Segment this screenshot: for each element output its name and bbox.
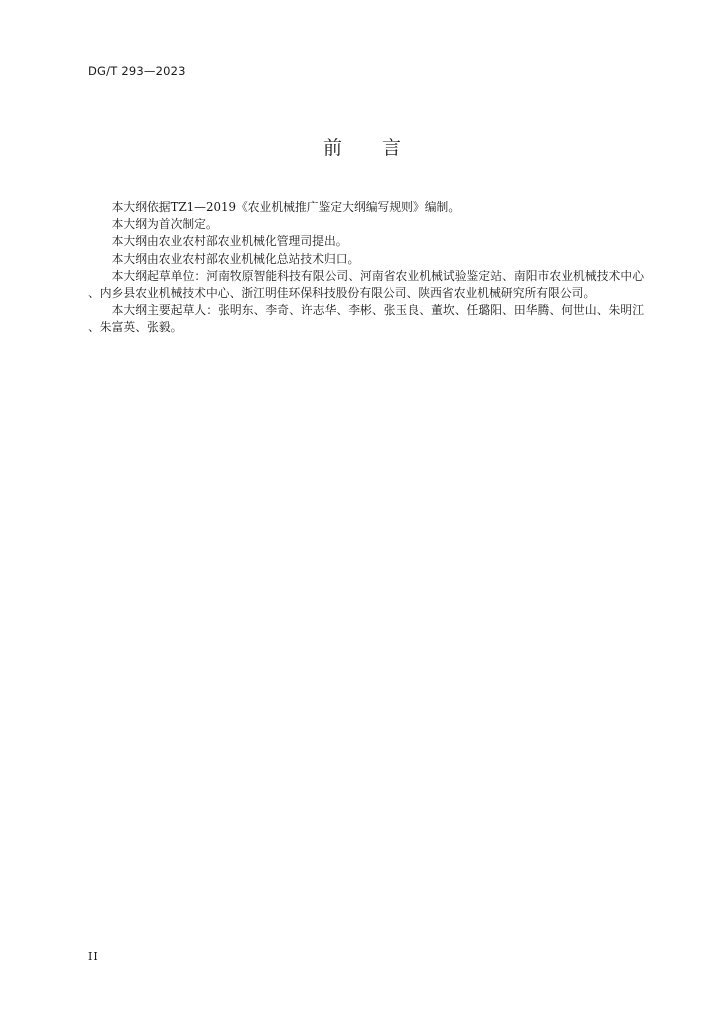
page-number: II xyxy=(88,950,99,963)
paragraph-proposer: 本大纲由农业农村部农业机械化管理司提出。 xyxy=(111,234,348,249)
foreword-body xyxy=(88,199,644,337)
paragraph-administrator: 本大纲由农业农村部农业机械化总站技术归口。 xyxy=(111,251,360,266)
title-part-1: 前 xyxy=(322,137,342,159)
document-code: DG/T 293—2023 xyxy=(88,64,186,78)
paragraph-drafters: 本大纲主要起草人：张明东、李奇、许志华、李彬、张玉良、董坎、任璐阳、田华腾、何世山、朱明江、朱富英、张毅。 xyxy=(88,303,644,335)
title-part-2: 言 xyxy=(382,137,402,159)
paragraph-drafting-units: 本大纲起草单位：河南牧原智能科技有限公司、河南省农业机械试验鉴定站、南阳市农业机械技术中心、内乡县农业机械技术中心、浙江明佳环保科技股份有限公司、陕西省农业机械研究所有限公司。 xyxy=(88,268,644,301)
paragraph-first-edition: 本大纲为首次制定。 xyxy=(111,217,218,232)
paragraph-basis: 本大纲依据TZ1—2019《农业机械推广鉴定大纲编写规则》编制。 xyxy=(111,200,461,214)
page-title xyxy=(0,133,724,160)
